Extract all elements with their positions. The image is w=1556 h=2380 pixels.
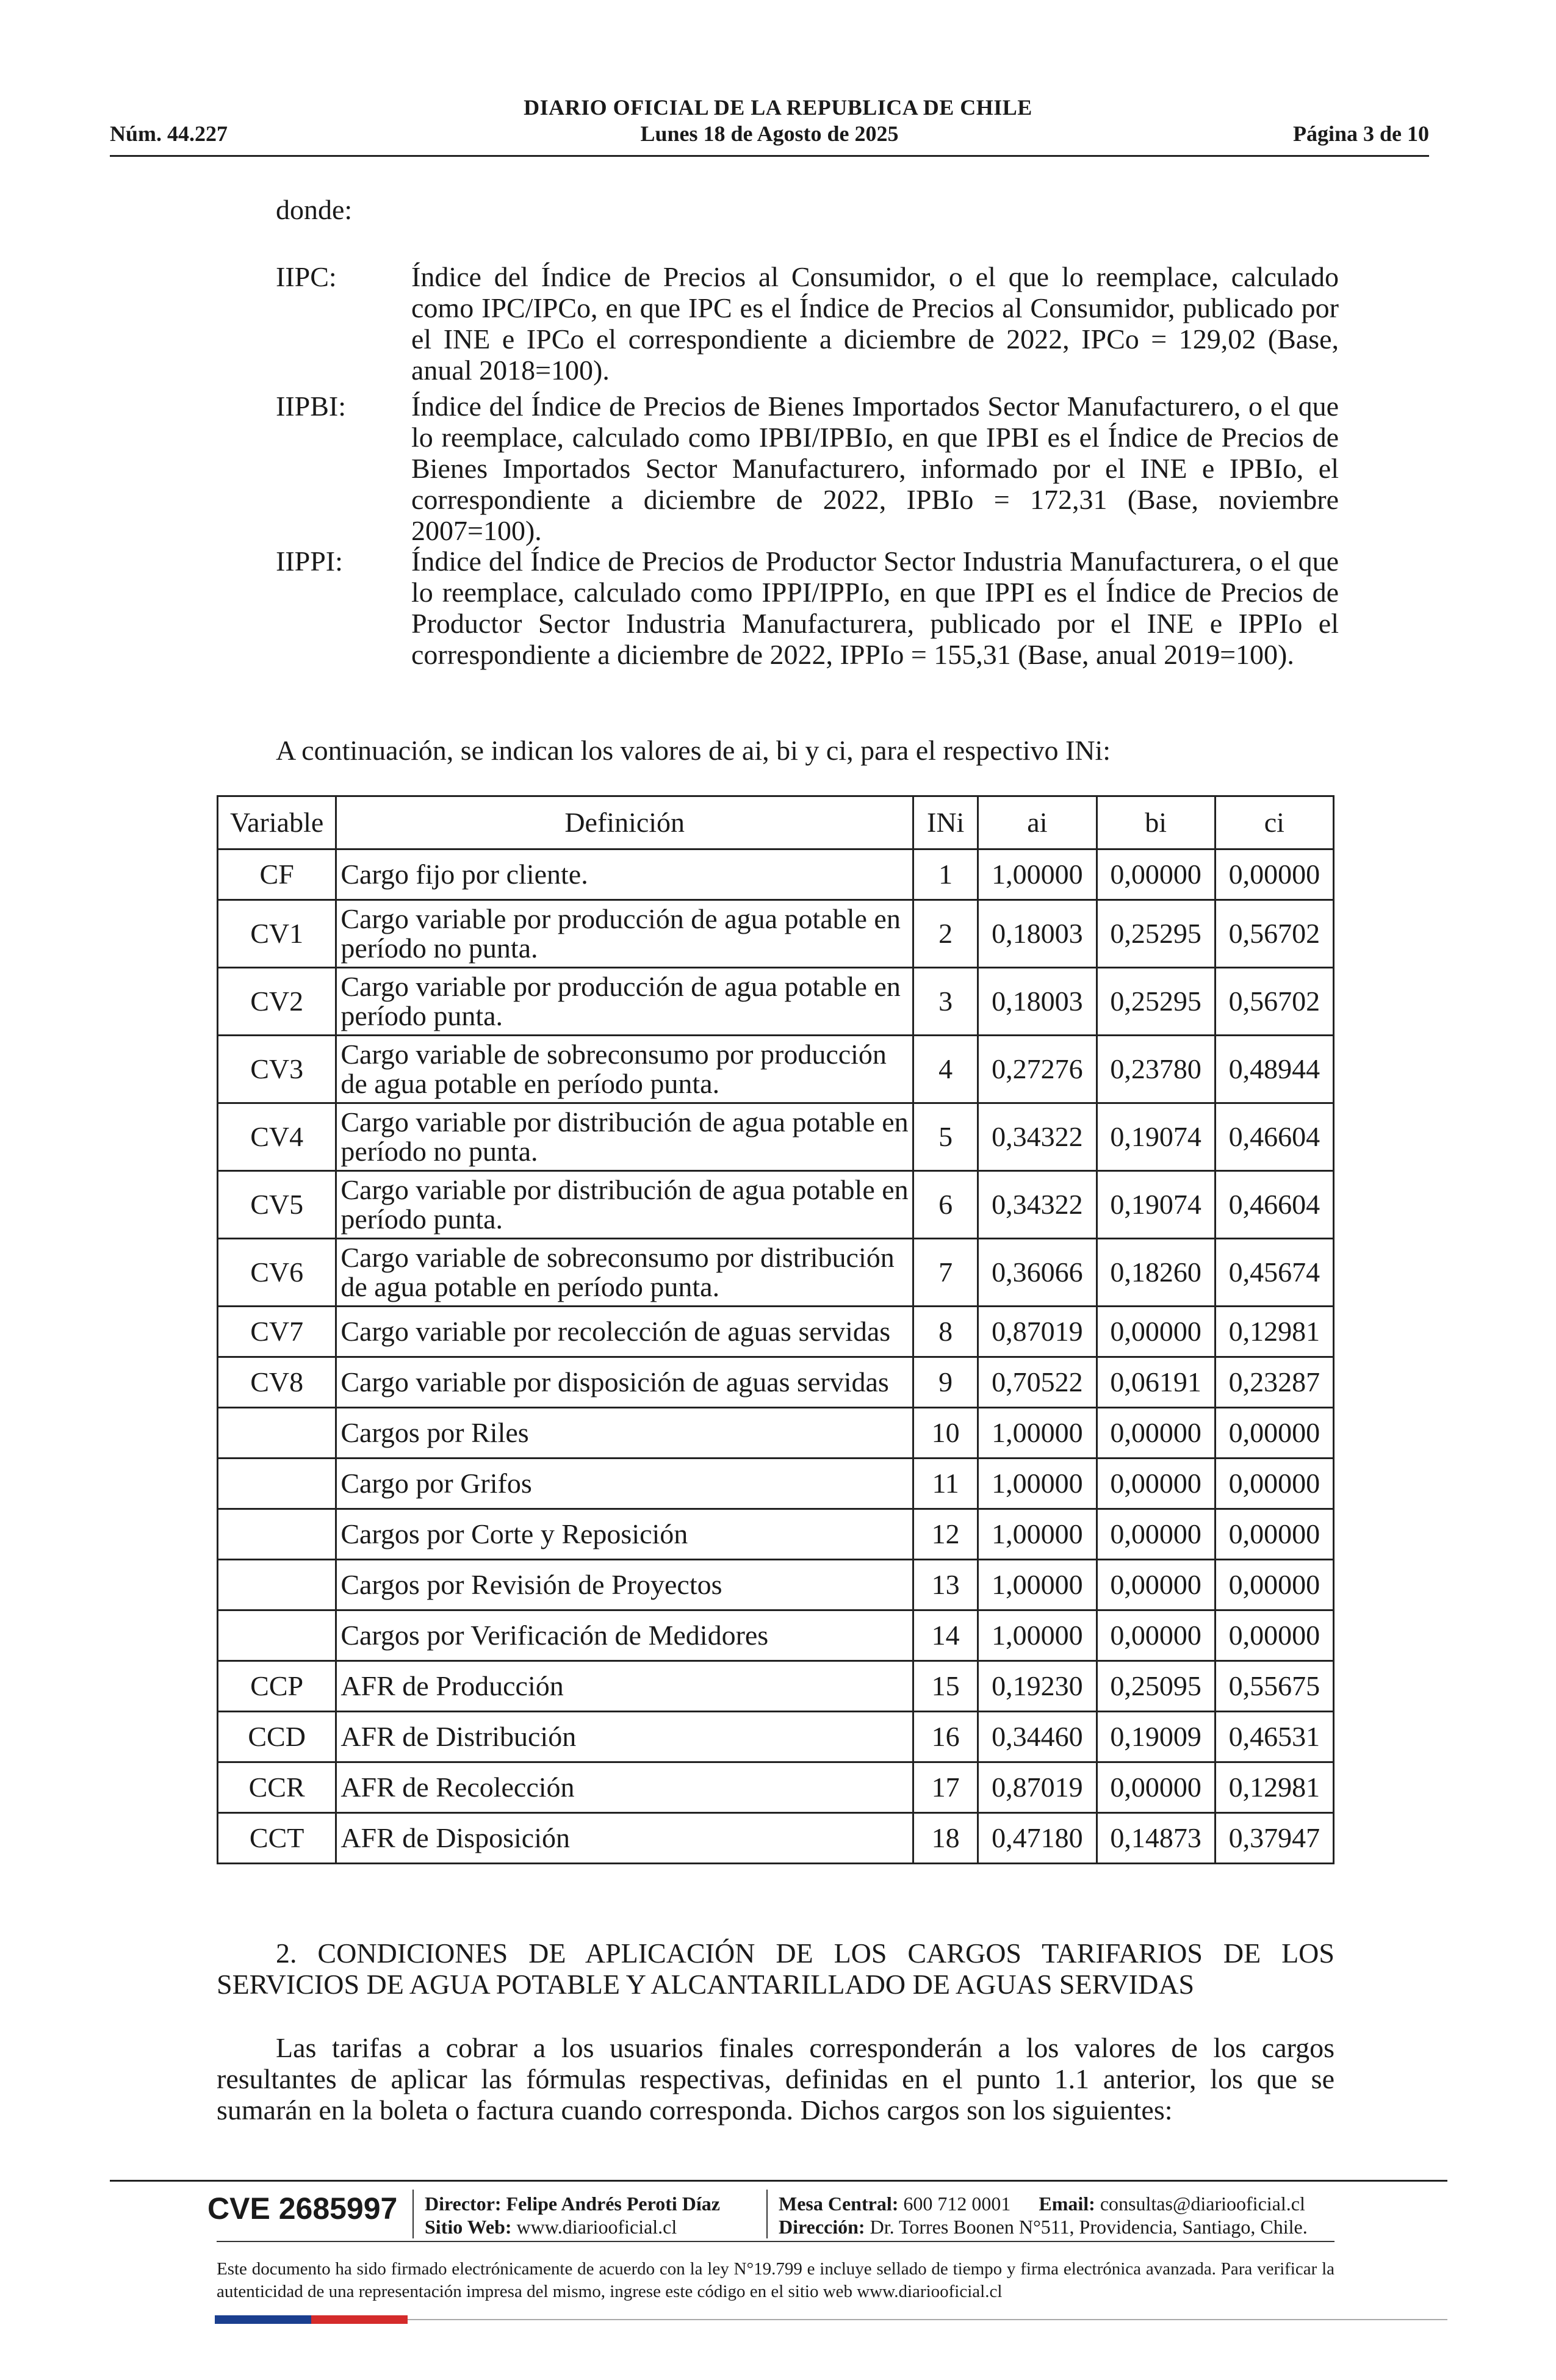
cell-definition: Cargos por Riles <box>336 1408 913 1459</box>
cell-definition: Cargo variable por disposición de aguas servidas <box>336 1357 913 1408</box>
table-row <box>218 1357 1334 1408</box>
footer-notice-divider <box>217 2241 1334 2242</box>
header-row <box>110 121 1429 148</box>
cell-ini: 7 <box>913 1239 978 1307</box>
cell-ci: 0,37947 <box>1215 1813 1333 1864</box>
cell-ci: 0,12981 <box>1215 1307 1333 1357</box>
cell-ci: 0,00000 <box>1215 1560 1333 1610</box>
cell-definition: Cargos por Verificación de Medidores <box>336 1610 913 1661</box>
cell-ci: 0,00000 <box>1215 1610 1333 1661</box>
flag-bar-blue <box>215 2315 311 2324</box>
phone-label: Mesa Central: <box>779 2193 899 2215</box>
cell-ini: 11 <box>913 1459 978 1509</box>
table-row <box>218 1712 1334 1762</box>
cell-bi: 0,19074 <box>1097 1103 1215 1171</box>
cell-ai: 0,87019 <box>978 1762 1097 1813</box>
column-header-ci: ci <box>1215 796 1333 849</box>
cell-definition: Cargos por Corte y Reposición <box>336 1509 913 1560</box>
cell-ai: 0,87019 <box>978 1307 1097 1357</box>
cell-variable: CV6 <box>218 1239 336 1307</box>
cell-ini: 12 <box>913 1509 978 1560</box>
definition-text-iipbi: Índice del Índice de Precios de Bienes Importados Sector Manufacturero, o el que lo reemplace, calculado como IPBI/IPBIo, en que IPBI es el Índice de Precios de Bienes Importados Sector Manufacturero, informado por el INE e IPBIo, el correspondiente a diciembre de 2022, IPBIo = 172,31 (Base, noviembre 2007=100). <box>411 391 1339 546</box>
cell-ai: 0,34322 <box>978 1171 1097 1239</box>
cell-ini: 13 <box>913 1560 978 1610</box>
table-row <box>218 1762 1334 1813</box>
cell-ini: 2 <box>913 900 978 968</box>
cell-ai: 1,00000 <box>978 1408 1097 1459</box>
cell-ci: 0,45674 <box>1215 1239 1333 1307</box>
cell-ci: 0,00000 <box>1215 1509 1333 1560</box>
cell-ai: 0,18003 <box>978 900 1097 968</box>
intro-text: donde: <box>276 194 353 225</box>
cell-variable <box>218 1610 336 1661</box>
site-link[interactable]: www.diariooficial.cl <box>516 2216 677 2238</box>
cell-ai: 0,27276 <box>978 1036 1097 1103</box>
cell-definition: AFR de Distribución <box>336 1712 913 1762</box>
cell-bi: 0,23780 <box>1097 1036 1215 1103</box>
site-label: Sitio Web: <box>425 2216 512 2238</box>
cell-ini: 6 <box>913 1171 978 1239</box>
cell-definition: Cargo variable por producción de agua potable en período punta. <box>336 968 913 1036</box>
table-row <box>218 1661 1334 1712</box>
cell-bi: 0,14873 <box>1097 1813 1215 1864</box>
cell-bi: 0,00000 <box>1097 1509 1215 1560</box>
cell-bi: 0,00000 <box>1097 849 1215 900</box>
cell-ini: 16 <box>913 1712 978 1762</box>
cell-ci: 0,00000 <box>1215 1459 1333 1509</box>
table-row <box>218 1239 1334 1307</box>
cell-ai: 0,70522 <box>978 1357 1097 1408</box>
cell-ci: 0,23287 <box>1215 1357 1333 1408</box>
cell-definition: Cargo variable por distribución de agua potable en período punta. <box>336 1171 913 1239</box>
cell-ai: 0,34460 <box>978 1712 1097 1762</box>
table-row <box>218 1813 1334 1864</box>
cell-definition: Cargo variable por recolección de aguas servidas <box>336 1307 913 1357</box>
definition-text-iippi: Índice del Índice de Precios de Productor Sector Industria Manufacturera, o el que lo reemplace, calculado como IPPI/IPPIo, en que IPPI es el Índice de Precios de Productor Sector Industria Manufacturera, publicado por el INE e IPPIo el correspondiente a diciembre de 2022, IPPIo = 155,31 (Base, anual 2019=100). <box>411 546 1339 670</box>
cell-variable <box>218 1408 336 1459</box>
cell-definition: Cargo variable de sobreconsumo por producción de agua potable en período punta. <box>336 1036 913 1103</box>
issue-date: Lunes 18 de Agosto de 2025 <box>640 121 899 146</box>
cell-ci: 0,56702 <box>1215 968 1333 1036</box>
page-number: Página 3 de 10 <box>1292 121 1429 146</box>
cell-ci: 0,00000 <box>1215 849 1333 900</box>
cell-ci: 0,48944 <box>1215 1036 1333 1103</box>
director-name: Felipe Andrés Peroti Díaz <box>506 2193 720 2215</box>
cell-ai: 1,00000 <box>978 1560 1097 1610</box>
cell-ini: 18 <box>913 1813 978 1864</box>
address-value: Dr. Torres Boonen N°511, Providencia, Santiago, Chile. <box>870 2216 1308 2238</box>
section-paragraph: Las tarifas a cobrar a los usuarios finales corresponderán a los valores de los cargos resultantes de aplicar las fórmulas respectivas, definidas en el punto 1.1 anterior, los que se sumarán en la boleta o factura cuando corresponda. Dichos cargos son los siguientes: <box>217 2032 1334 2126</box>
cell-variable: CV3 <box>218 1036 336 1103</box>
cell-ai: 0,18003 <box>978 968 1097 1036</box>
cell-variable: CF <box>218 849 336 900</box>
cell-ini: 3 <box>913 968 978 1036</box>
cell-variable: CCP <box>218 1661 336 1712</box>
column-header-definition: Definición <box>336 796 913 849</box>
cell-variable <box>218 1459 336 1509</box>
cell-bi: 0,19009 <box>1097 1712 1215 1762</box>
cell-definition: AFR de Disposición <box>336 1813 913 1864</box>
cell-definition: AFR de Recolección <box>336 1762 913 1813</box>
cell-ai: 0,34322 <box>978 1103 1097 1171</box>
cell-variable: CV1 <box>218 900 336 968</box>
address-label: Dirección: <box>779 2216 865 2238</box>
footer-site <box>425 2215 677 2238</box>
cell-ci: 0,46604 <box>1215 1171 1333 1239</box>
electronic-signature-notice: Este documento ha sido firmado electrónicamente de acuerdo con la ley N°19.799 e incluye sellado de tiempo y firma electrónica avanzada. Para verificar la autenticidad de una representación impresa del mismo, ingrese este código en el sitio web www.diariooficial.cl <box>217 2259 1334 2301</box>
cell-variable: CCD <box>218 1712 336 1762</box>
section-heading: 2. CONDICIONES DE APLICACIÓN DE LOS CARGOS TARIFARIOS DE LOS SERVICIOS DE AGUA POTABLE Y ALCANTARILLADO DE AGUAS SERVIDAS <box>217 1938 1334 2000</box>
cell-ci: 0,46531 <box>1215 1712 1333 1762</box>
table-row <box>218 900 1334 968</box>
cell-ai: 0,36066 <box>978 1239 1097 1307</box>
cell-definition: Cargo fijo por cliente. <box>336 849 913 900</box>
cell-ini: 4 <box>913 1036 978 1103</box>
cell-definition: Cargo variable de sobreconsumo por distribución de agua potable en período punta. <box>336 1239 913 1307</box>
cell-variable: CV4 <box>218 1103 336 1171</box>
cell-bi: 0,00000 <box>1097 1408 1215 1459</box>
flag-bar-red <box>311 2315 408 2324</box>
footer-separator <box>766 2190 768 2238</box>
newspaper-title: DIARIO OFICIAL DE LA REPUBLICA DE CHILE <box>524 95 1032 120</box>
cell-bi: 0,25095 <box>1097 1661 1215 1712</box>
table-intro: A continuación, se indican los valores de ai, bi y ci, para el respectivo INi: <box>276 735 1111 766</box>
table-row <box>218 1459 1334 1509</box>
table-row <box>218 1560 1334 1610</box>
cell-ai: 0,47180 <box>978 1813 1097 1864</box>
cell-bi: 0,18260 <box>1097 1239 1215 1307</box>
table-row <box>218 1307 1334 1357</box>
column-header-variable: Variable <box>218 796 336 849</box>
cell-bi: 0,00000 <box>1097 1610 1215 1661</box>
cell-definition: Cargo variable por producción de agua potable en período no punta. <box>336 900 913 968</box>
flag-bar-line <box>408 2319 1447 2320</box>
cell-variable <box>218 1509 336 1560</box>
table-row <box>218 1509 1334 1560</box>
cell-ai: 1,00000 <box>978 1610 1097 1661</box>
cell-bi: 0,06191 <box>1097 1357 1215 1408</box>
table-row <box>218 1103 1334 1171</box>
column-header-ai: ai <box>978 796 1097 849</box>
cell-bi: 0,00000 <box>1097 1560 1215 1610</box>
cell-bi: 0,00000 <box>1097 1307 1215 1357</box>
cell-ini: 5 <box>913 1103 978 1171</box>
cell-definition: Cargo por Grifos <box>336 1459 913 1509</box>
table-row <box>218 1036 1334 1103</box>
header-divider <box>110 155 1429 157</box>
table-row <box>218 1171 1334 1239</box>
table-header-row <box>218 796 1334 849</box>
cell-variable: CV5 <box>218 1171 336 1239</box>
cell-ini: 17 <box>913 1762 978 1813</box>
cell-ini: 9 <box>913 1357 978 1408</box>
footer-separator <box>412 2190 414 2238</box>
table-row <box>218 1408 1334 1459</box>
cve-code: CVE 2685997 <box>207 2191 398 2226</box>
column-header-ini: INi <box>913 796 978 849</box>
cell-definition: AFR de Producción <box>336 1661 913 1712</box>
footer-address <box>779 2215 1308 2238</box>
footer-director <box>425 2192 720 2215</box>
cell-ci: 0,12981 <box>1215 1762 1333 1813</box>
column-header-bi: bi <box>1097 796 1215 849</box>
coefficients-table <box>217 795 1334 1864</box>
cell-ini: 10 <box>913 1408 978 1459</box>
cell-definition: Cargos por Revisión de Proyectos <box>336 1560 913 1610</box>
cell-ini: 1 <box>913 849 978 900</box>
cell-ci: 0,56702 <box>1215 900 1333 968</box>
table-row <box>218 968 1334 1036</box>
definition-label-iipbi: IIPBI: <box>276 391 346 422</box>
table-row <box>218 849 1334 900</box>
cell-ai: 1,00000 <box>978 1509 1097 1560</box>
definition-label-iipc: IIPC: <box>276 261 337 292</box>
cell-ai: 0,19230 <box>978 1661 1097 1712</box>
footer-contact <box>779 2192 1305 2215</box>
director-label: Director: <box>425 2193 502 2215</box>
phone-value: 600 712 0001 <box>903 2193 1011 2215</box>
email-label: Email: <box>1039 2193 1095 2215</box>
cell-variable: CV7 <box>218 1307 336 1357</box>
footer-divider <box>110 2180 1447 2182</box>
definition-label-iippi: IIPPI: <box>276 546 343 577</box>
cell-ini: 15 <box>913 1661 978 1712</box>
cell-variable: CV8 <box>218 1357 336 1408</box>
cell-ini: 14 <box>913 1610 978 1661</box>
cell-bi: 0,25295 <box>1097 968 1215 1036</box>
table-row <box>218 1610 1334 1661</box>
cell-definition: Cargo variable por distribución de agua potable en período no punta. <box>336 1103 913 1171</box>
cell-bi: 0,25295 <box>1097 900 1215 968</box>
cell-bi: 0,00000 <box>1097 1762 1215 1813</box>
cell-ai: 1,00000 <box>978 1459 1097 1509</box>
cell-ai: 1,00000 <box>978 849 1097 900</box>
cell-variable: CCT <box>218 1813 336 1864</box>
cell-ci: 0,55675 <box>1215 1661 1333 1712</box>
cell-variable: CCR <box>218 1762 336 1813</box>
cell-bi: 0,19074 <box>1097 1171 1215 1239</box>
cell-ci: 0,00000 <box>1215 1408 1333 1459</box>
email-link[interactable]: consultas@diariooficial.cl <box>1100 2193 1305 2215</box>
cell-variable <box>218 1560 336 1610</box>
cell-variable: CV2 <box>218 968 336 1036</box>
issue-number: Núm. 44.227 <box>110 121 228 146</box>
cell-ci: 0,46604 <box>1215 1103 1333 1171</box>
cell-bi: 0,00000 <box>1097 1459 1215 1509</box>
cell-ini: 8 <box>913 1307 978 1357</box>
definition-text-iipc: Índice del Índice de Precios al Consumidor, o el que lo reemplace, calculado como IPC/IPCo, en que IPC es el Índice de Precios al Consumidor, publicado por el INE e IPCo el correspondiente a diciembre de 2022, IPCo = 129,02 (Base, anual 2018=100). <box>411 261 1339 386</box>
